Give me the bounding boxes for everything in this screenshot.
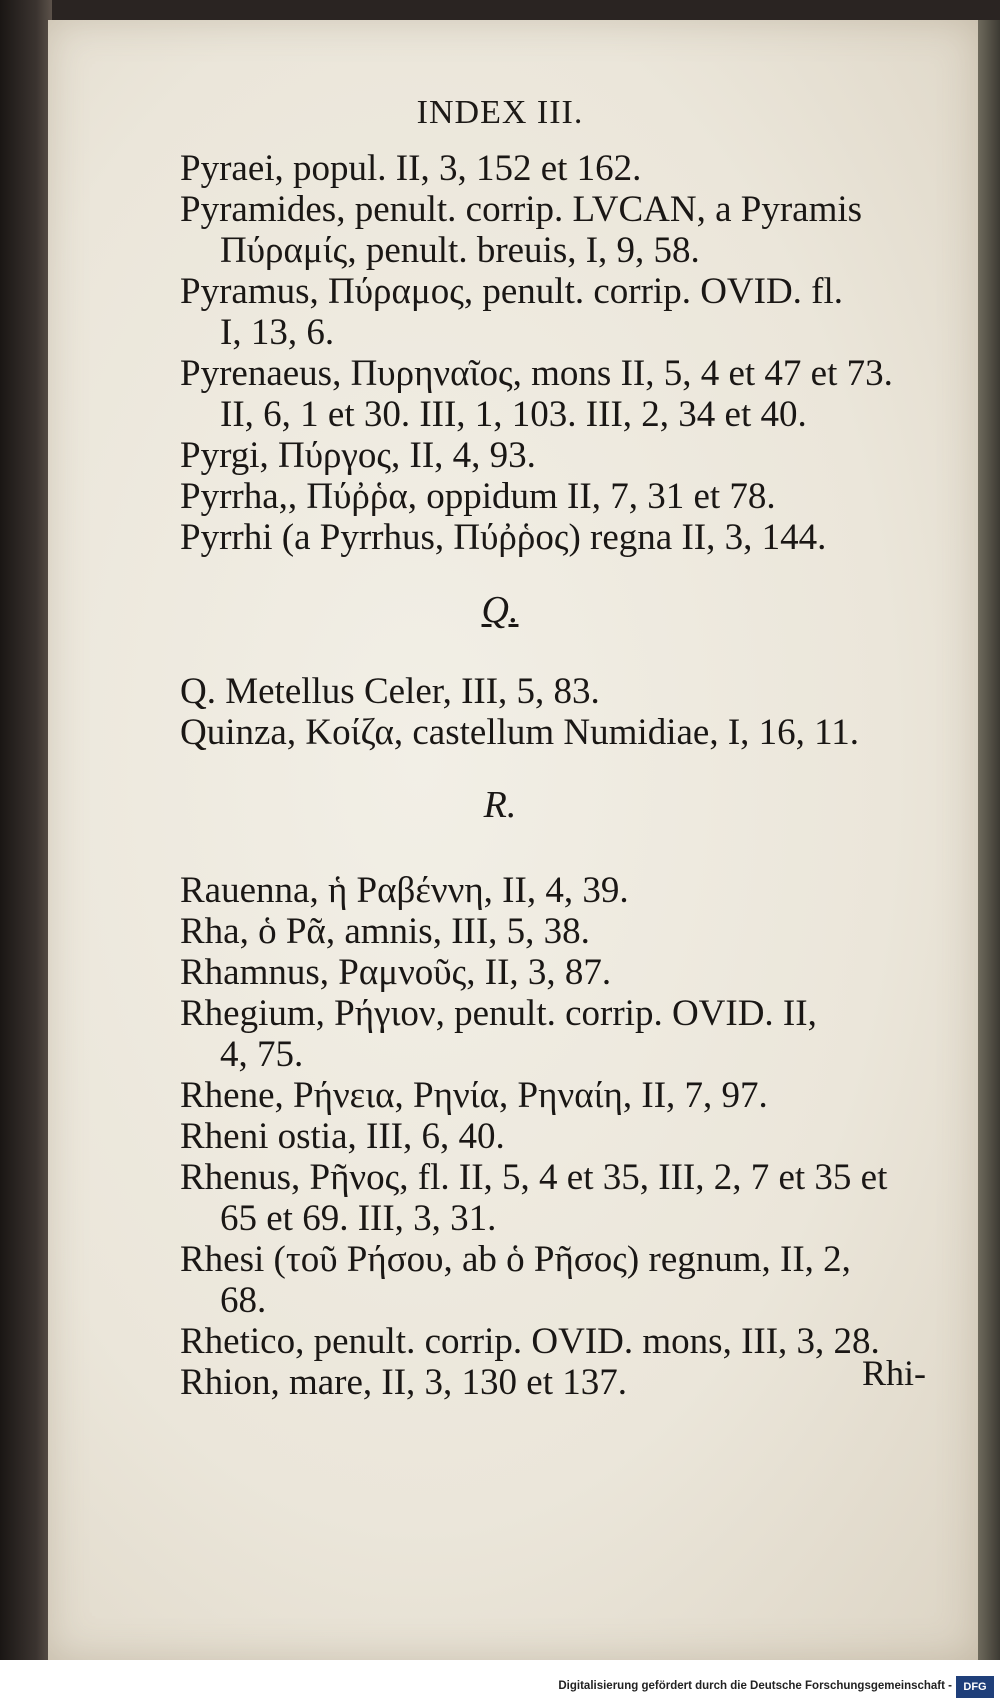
index-entry	[180, 993, 940, 1075]
index-entry	[180, 1116, 940, 1157]
entry-line: Pyrenaeus, Πυρηναῖος, mons II, 5, 4 et 47 et 73.	[180, 353, 893, 394]
index-entry	[180, 476, 940, 517]
entry-line: Rhesi (τοῦ Ρήσου, ab ὁ Ρῆσος) regnum, II, 2,	[180, 1239, 851, 1280]
index-entry	[180, 189, 940, 271]
index-entry	[180, 911, 940, 952]
entry-line: Rauenna, ἡ Ραβέννη, II, 4, 39.	[180, 870, 629, 911]
entry-continuation-line: 4, 75.	[220, 1034, 304, 1075]
index-entry	[180, 1239, 940, 1321]
entry-line: Rheni ostia, III, 6, 40.	[180, 1116, 505, 1157]
entry-line: Q. Metellus Celer, III, 5, 83.	[180, 671, 600, 712]
entry-line: Quinza, Κοίζα, castellum Numidiae, I, 16, 11.	[180, 712, 860, 753]
index-entry	[180, 435, 940, 476]
index-entry	[180, 870, 940, 911]
index-entry	[180, 1362, 940, 1403]
index-entry	[180, 271, 940, 353]
entry-line: Rhegium, Ρήγιον, penult. corrip. OVID. II,	[180, 993, 817, 1034]
entry-line: Pyrgi, Πύργος, II, 4, 93.	[180, 435, 536, 476]
entry-line: Pyramus, Πύραμος, penult. corrip. OVID. fl.	[180, 271, 844, 312]
entry-line: Rha, ὁ Ρᾶ, amnis, III, 5, 38.	[180, 911, 590, 952]
index-entry	[180, 712, 940, 753]
index-entry	[180, 148, 940, 189]
page-header: INDEX III.	[416, 94, 584, 131]
page-edge	[978, 20, 1000, 1660]
index-entry	[180, 952, 940, 993]
index-entries	[180, 148, 940, 1403]
section-p	[180, 148, 940, 558]
entry-continuation-line: II, 6, 1 et 30. III, 1, 103. III, 2, 34 et 40.	[220, 394, 807, 435]
index-entry	[180, 353, 940, 435]
catchword: Rhi-	[862, 1353, 927, 1393]
entry-line: Pyramides, penult. corrip. LVCAN, a Pyramis	[180, 189, 863, 230]
entry-line: Rhenus, Ρῆνος, fl. II, 5, 4 et 35, III, 2, 7 et 35 et	[180, 1157, 888, 1198]
entry-line: Pyrrha,, Πύῤῥα, oppidum II, 7, 31 et 78.	[180, 476, 776, 517]
letter-heading-q: Q.	[481, 589, 519, 631]
index-entry	[180, 671, 940, 712]
entry-continuation-line: Πύραμίς, penult. breuis, I, 9, 58.	[220, 230, 700, 271]
digitization-credit: Digitalisierung gefördert durch die Deutsche Forschungsgemeinschaft -	[558, 1680, 952, 1692]
index-entry	[180, 1321, 940, 1362]
index-entry	[180, 517, 940, 558]
entry-line: Pyrrhi (a Pyrrhus, Πύῤῥος) regna II, 3, 144.	[180, 517, 827, 558]
section-q	[180, 671, 940, 753]
index-entry	[180, 1075, 940, 1116]
entry-line: Rhetico, penult. corrip. OVID. mons, III, 3, 28.	[180, 1321, 880, 1362]
index-entry	[180, 1157, 940, 1239]
entry-line: Rhion, mare, II, 3, 130 et 137.	[180, 1362, 627, 1403]
entry-line: Pyraei, popul. II, 3, 152 et 162.	[180, 148, 642, 189]
entry-continuation-line: 68.	[220, 1280, 267, 1321]
section-r	[180, 870, 940, 1403]
spine-shadow	[0, 0, 52, 1701]
dfg-logo: DFG	[956, 1676, 994, 1698]
letter-heading-r: R.	[483, 784, 517, 826]
entry-line: Rhene, Ρήνεια, Ρηνία, Ρηναίη, II, 7, 97.	[180, 1075, 768, 1116]
entry-line: Rhamnus, Ραμνοῦς, II, 3, 87.	[180, 952, 612, 993]
entry-continuation-line: I, 13, 6.	[220, 312, 335, 353]
entry-continuation-line: 65 et 69. III, 3, 31.	[220, 1198, 497, 1239]
